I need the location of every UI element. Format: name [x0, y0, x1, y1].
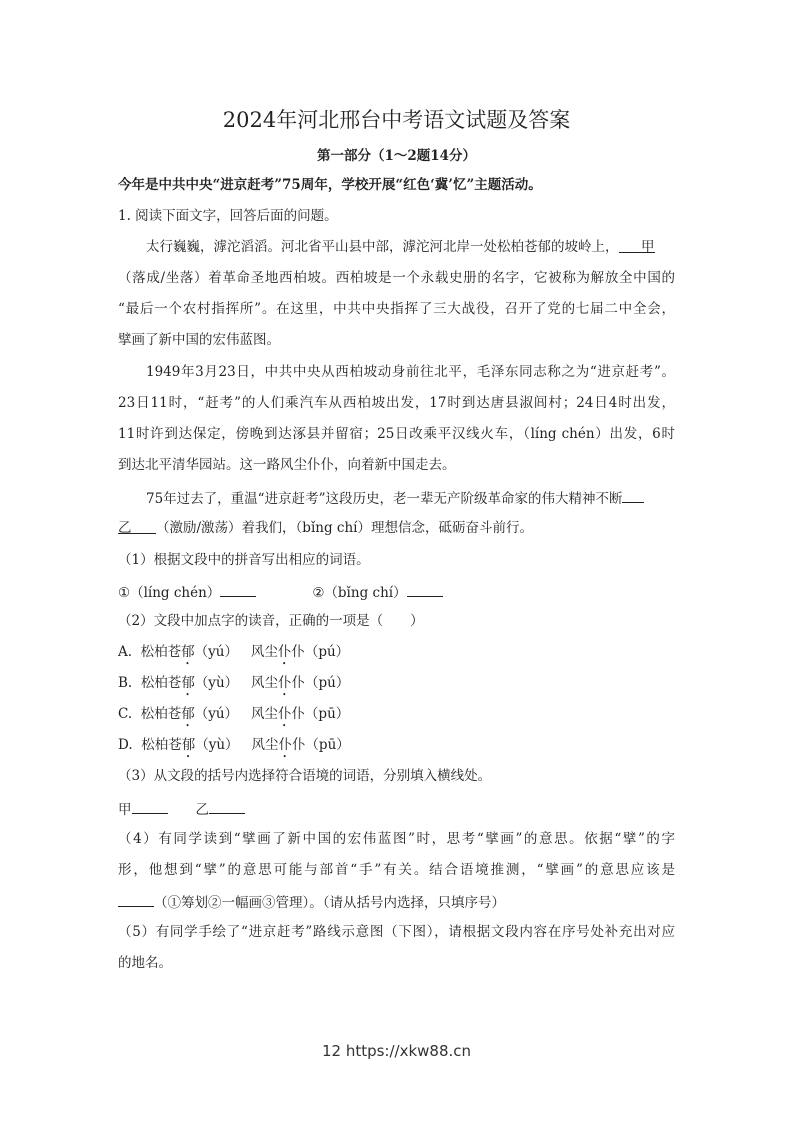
dotted-char: 郁 [181, 706, 195, 722]
option-d[interactable] [118, 736, 675, 761]
passage-line: 1949年3月23日，中共中央从西柏坡动身前往北平，毛泽东同志称之为“进京赶考”。 [146, 364, 675, 380]
page-footer: 12 https://xkw88.cn [321, 1042, 472, 1060]
option-c[interactable] [118, 705, 675, 730]
option-pinyin: 仆（pū） [291, 706, 350, 722]
subquestion-5: （5）有同学手绘了“进京赶考”路线示意图（下图），请根据文段内容在序号处补充出对应 [118, 924, 675, 940]
blank-label: 甲 [118, 802, 132, 818]
passage-line: “最后一个农村指挥所”。在这里，中共中央指挥了三大战役，召开了党的七届二中全会， [118, 301, 675, 317]
option-pinyin: （yù） [194, 675, 239, 691]
option-pinyin: （yú） [194, 644, 238, 660]
passage-text: （激励/激荡）着我们，（bǐng chí）理想信念，砥砺奋斗前行。 [156, 520, 533, 536]
answer-blank[interactable] [118, 892, 154, 907]
answer-blank[interactable] [209, 799, 245, 814]
option-pinyin: （yù） [195, 737, 239, 753]
option-text: 松柏苍 [140, 644, 182, 660]
option-pinyin: 仆（pú） [291, 644, 350, 660]
option-label: A. [118, 644, 133, 660]
answer-blank[interactable] [132, 799, 168, 814]
blank-yi [118, 519, 156, 534]
answer-blank[interactable] [220, 582, 256, 597]
blank-jia [619, 238, 655, 253]
dotted-char: 仆 [278, 675, 292, 691]
option-pinyin: 仆（pū） [291, 737, 350, 753]
passage-text: 太行巍巍，滹沱滔滔。河北省平山县中部，滹沱河北岸一处松柏苍郁的坡岭上， [146, 239, 619, 255]
dotted-char: 仆 [278, 737, 292, 753]
blank-label: 甲 [641, 239, 655, 255]
dotted-char: 仆 [277, 644, 292, 660]
subquestion-4: （4）有同学读到“擘画了新中国的宏伟蓝图”时，思考“擘画”的意思。依据“擘”的字 [118, 831, 675, 847]
dotted-char: 郁 [181, 644, 195, 660]
option-label: B. [118, 675, 133, 691]
answer-blank[interactable] [407, 582, 443, 597]
option-text: 风尘 [251, 675, 279, 691]
option-pinyin: 仆（pú） [291, 675, 350, 691]
option-text: 风尘 [251, 737, 279, 753]
option-text: 风尘 [250, 644, 278, 660]
section-heading: 第一部分（1～2题14分） [316, 148, 477, 164]
blank-label: 乙 [118, 520, 132, 536]
answer-row [118, 799, 675, 819]
option-b[interactable] [118, 674, 675, 699]
option-a[interactable] [118, 643, 675, 668]
passage-line: 11时许到达保定，傍晚到达涿县并留宿；25日改乘平汉线火车，（líng chén）出发，6时 [118, 426, 675, 442]
subquestion-4-line [118, 892, 675, 912]
subquestion-3: （3）从文段的括号内选择符合语境的词语，分别填入横线处。 [118, 768, 492, 784]
option-text: 风尘 [250, 706, 278, 722]
option-text: 松柏苍 [141, 737, 182, 753]
option-label: D. [118, 737, 133, 753]
option-pinyin: （yú） [194, 706, 239, 722]
intro-text: 今年是中共中央“进京赶考”75周年，学校开展“红色‘冀’忆”主题活动。 [118, 177, 542, 193]
dotted-char: 郁 [181, 737, 196, 753]
pinyin-prompt: ②（bǐng chí） [312, 585, 407, 601]
passage-line [146, 238, 675, 256]
pinyin-prompt: ①（líng chén） [118, 585, 221, 601]
passage-line: 到达北平清华园站。这一路风尘仆仆，向着新中国走去。 [118, 457, 456, 473]
option-text: 松柏苍 [140, 675, 182, 691]
passage-line: （落成/坐落）着革命圣地西柏坡。西柏坡是一个永载史册的名字，它被称为解放全中国的 [118, 270, 675, 286]
subquestion-text: （①筹划②一幅画③管理）。（请从括号内选择，只填序号） [154, 895, 505, 911]
passage-text: 75年过去了，重温“进京赶考”这段历史，老一辈无产阶级革命家的伟大精神不断 [146, 491, 623, 507]
passage-line [118, 519, 675, 537]
subquestion-4-line: 形，他想到“擘”的意思可能与部首“手”有关。结合语境推测，“擘画”的意思应该是 [118, 862, 675, 878]
option-text: 松柏苍 [140, 706, 182, 722]
option-label: C. [118, 706, 133, 722]
dotted-char: 郁 [181, 675, 195, 691]
blank-label: 乙 [195, 802, 209, 818]
dotted-char: 仆 [277, 706, 292, 722]
answer-row [118, 582, 675, 602]
blank-yi-start [622, 488, 644, 503]
document-title: 2024年河北邢台中考语文试题及答案 [222, 108, 571, 132]
question-1: 1. 阅读下面文字，回答后面的问题。 [118, 208, 338, 224]
subquestion-1: （1）根据文段中的拼音写出相应的词语。 [118, 552, 370, 568]
passage-line: 擘画了新中国的宏伟蓝图。 [118, 332, 280, 348]
passage-line [146, 488, 675, 508]
subquestion-2: （2）文段中加点字的读音，正确的一项是（ ） [118, 613, 424, 629]
subquestion-5-line: 的地名。 [118, 955, 172, 971]
passage-line: 23日11时，“赶考”的人们乘汽车从西柏坡出发，17时到达唐县淑闾村；24日4时出发， [118, 395, 675, 411]
